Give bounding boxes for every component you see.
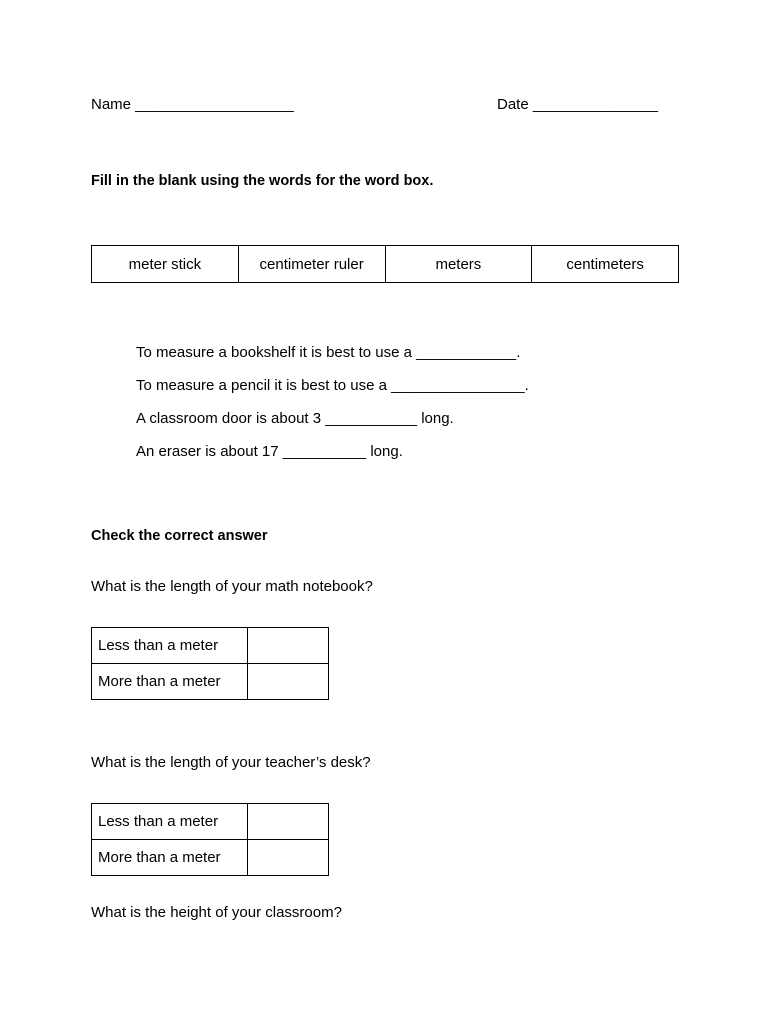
word-box-item: centimeter ruler: [238, 246, 385, 283]
date-field-label: Date _______________: [497, 96, 658, 113]
fill-in-instruction: Fill in the blank using the words for the word box.: [91, 173, 434, 189]
option-label: More than a meter: [92, 664, 248, 700]
option-label: Less than a meter: [92, 804, 248, 840]
word-box-item: centimeters: [532, 246, 679, 283]
check-box[interactable]: [248, 628, 329, 664]
fill-in-sentence: An eraser is about 17 __________ long.: [136, 443, 403, 460]
fill-in-sentence: A classroom door is about 3 ___________ long.: [136, 410, 454, 427]
option-label: Less than a meter: [92, 628, 248, 664]
table-row: [92, 804, 329, 840]
fill-in-sentence: To measure a bookshelf it is best to use a ____________.: [136, 344, 521, 361]
table-row: [92, 840, 329, 876]
table-row: [92, 664, 329, 700]
name-field-label: Name ___________________: [91, 96, 294, 113]
fill-in-sentence: To measure a pencil it is best to use a ________________.: [136, 377, 529, 394]
table-row: [92, 628, 329, 664]
question-text: What is the length of your math notebook?: [91, 578, 373, 595]
word-box: [91, 245, 679, 283]
check-answer-instruction: Check the correct answer: [91, 528, 268, 544]
question-text: What is the length of your teacher’s desk?: [91, 754, 371, 771]
answer-table: [91, 803, 329, 876]
question-text: What is the height of your classroom?: [91, 904, 342, 921]
check-box[interactable]: [248, 664, 329, 700]
word-box-item: meters: [385, 246, 532, 283]
check-box[interactable]: [248, 840, 329, 876]
word-box-item: meter stick: [92, 246, 239, 283]
check-box[interactable]: [248, 804, 329, 840]
option-label: More than a meter: [92, 840, 248, 876]
answer-table: [91, 627, 329, 700]
